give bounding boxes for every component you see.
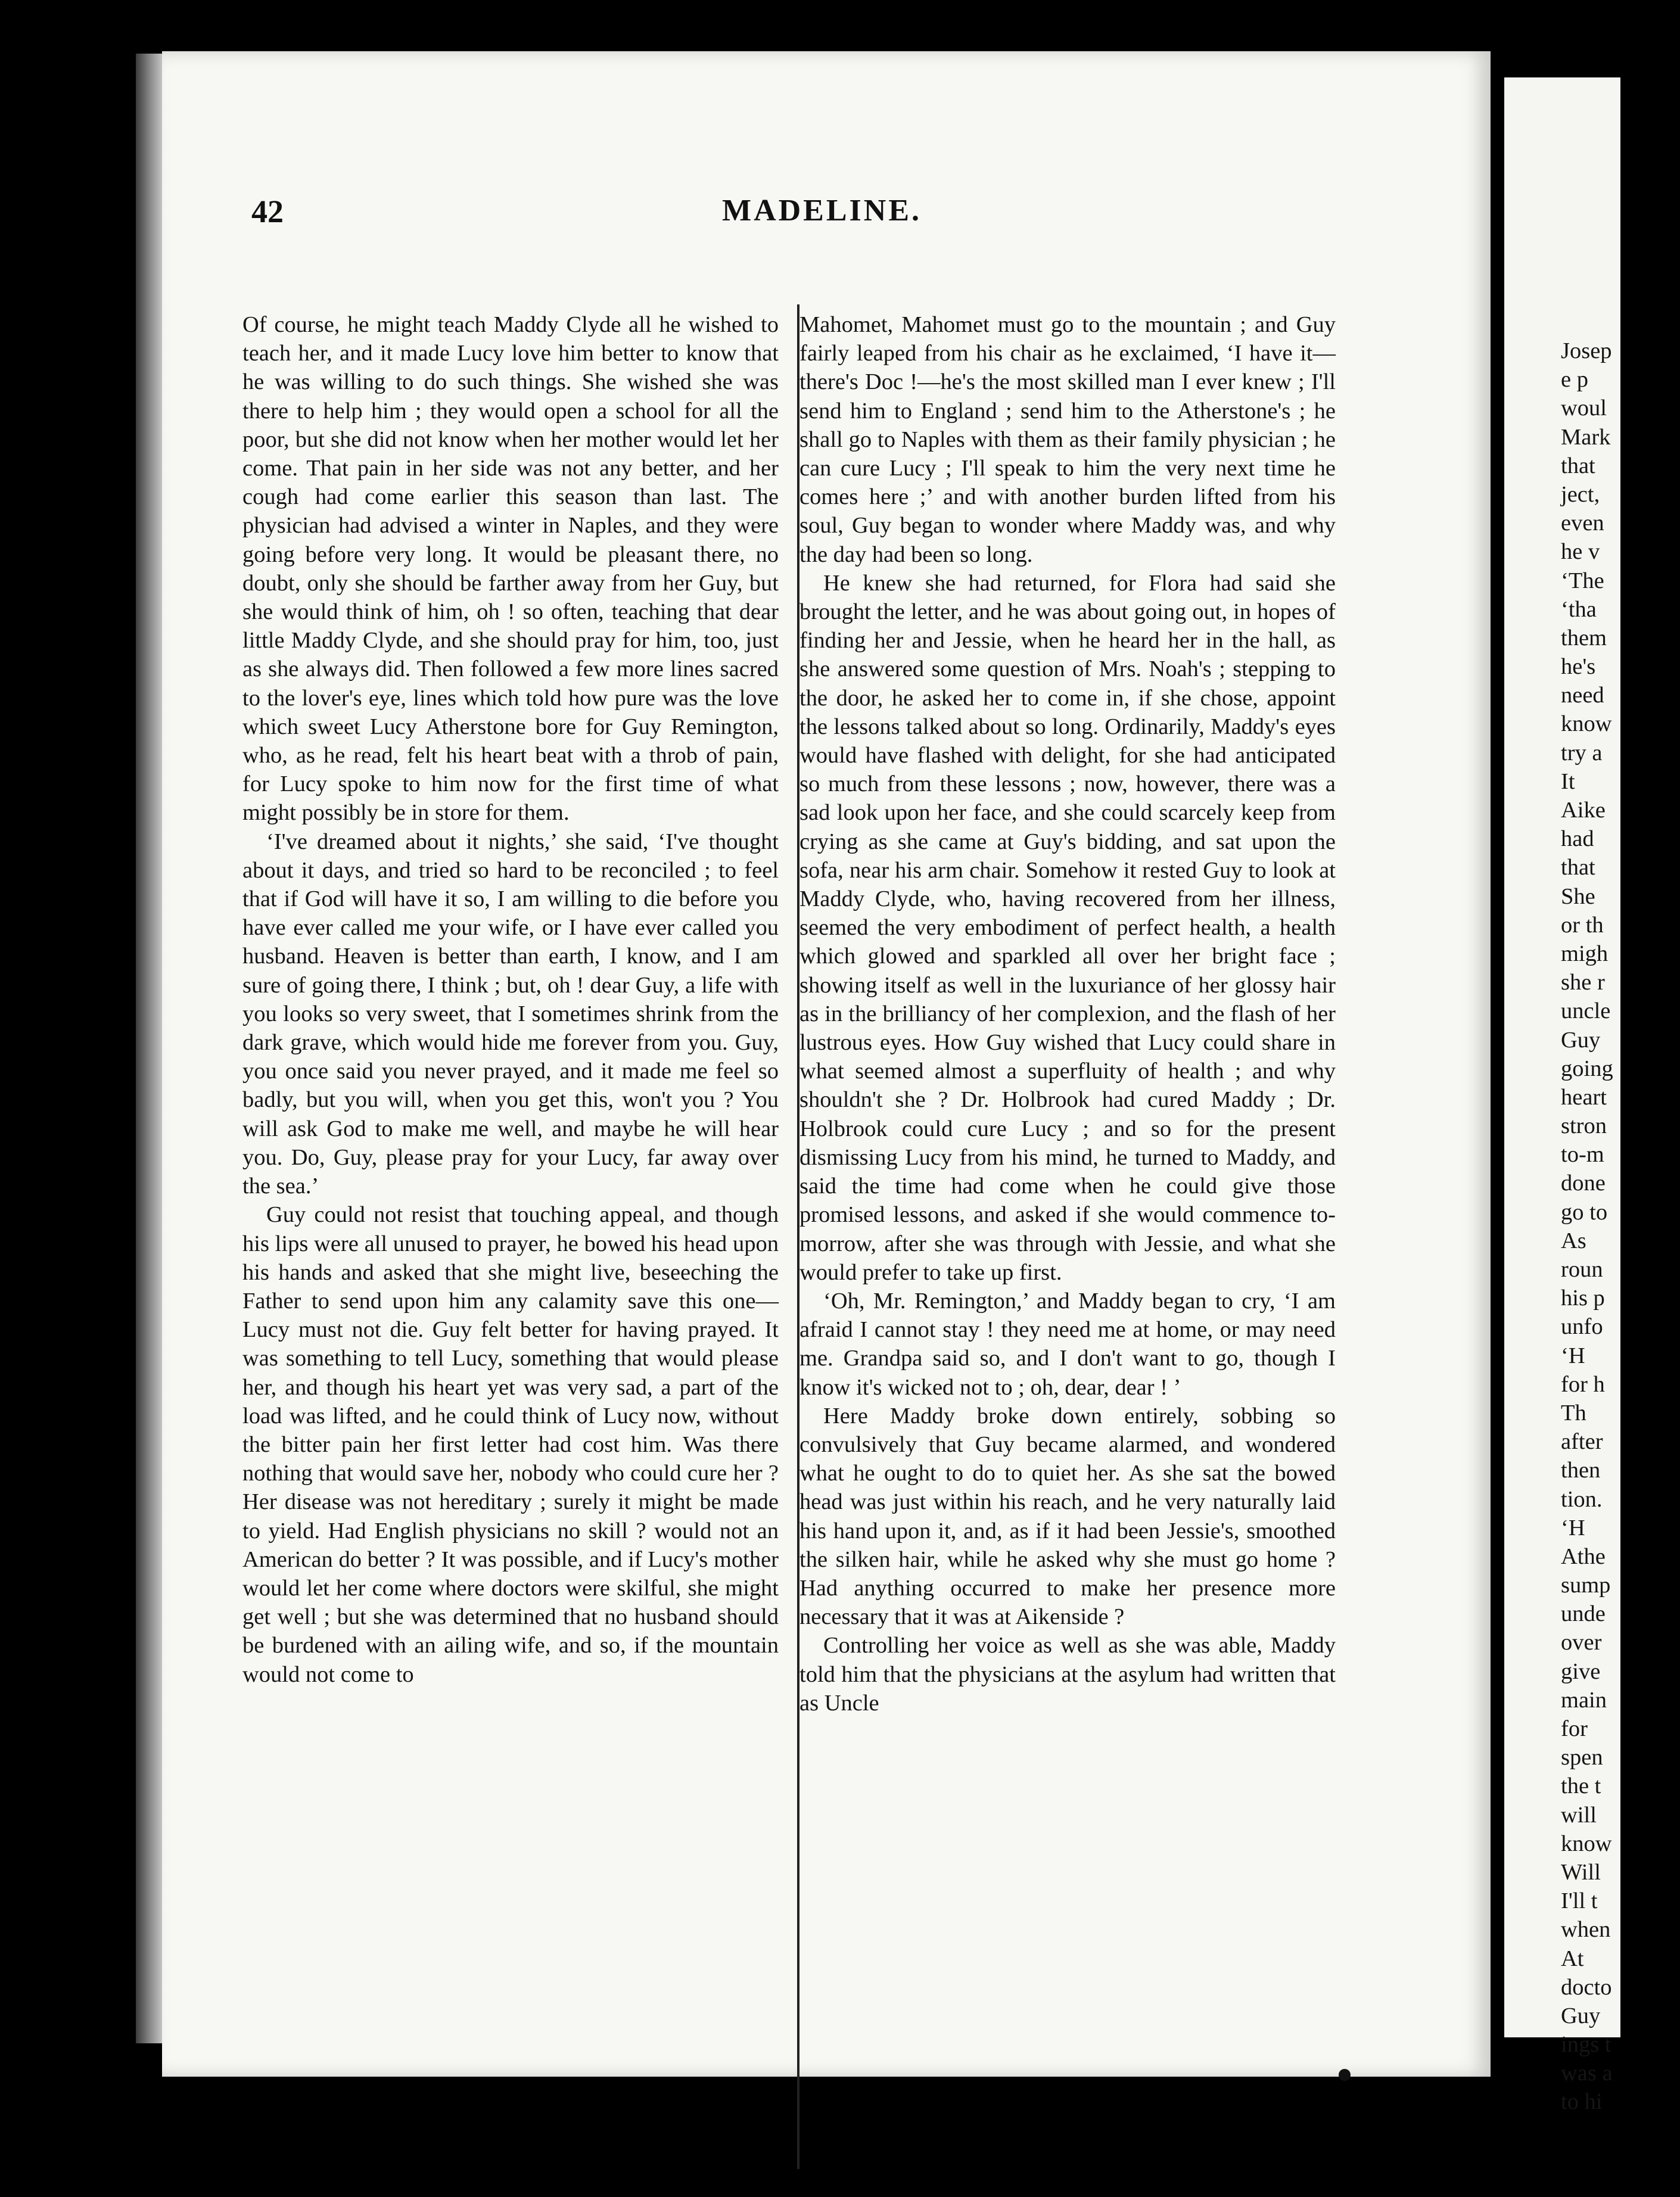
facing-page-line: Will <box>1561 1859 1601 1885</box>
facing-page-line: ‘The <box>1561 568 1604 593</box>
facing-page-line: go to <box>1561 1199 1608 1225</box>
page-number: 42 <box>251 194 284 229</box>
page-header <box>162 193 1491 247</box>
facing-page-line: to-m <box>1561 1142 1604 1168</box>
left-column <box>242 310 779 1689</box>
paragraph: ‘I've dreamed about it nights,’ she said, ‘I've thought about it days, and tried so hard to be reconciled ; to feel that if God will have it so, I am willing to die before you have ever called me your wife, or I have ever called you husband. Heaven is better than earth, I know, and I am sure of going there, I think ; but, oh ! dear Guy, a life with you looks so very sweet, that I sometimes shrink from the dark grave, which would hide me forever from you. Guy, you once said you never prayed, and it made me feel so badly, but you will, when you get this, won't you ? You will ask God to make me well, and maybe he will hear you. Do, Guy, please pray for your Lucy, far away over the sea.’ <box>242 829 779 1199</box>
book-page <box>162 51 1491 2077</box>
facing-page-line: when <box>1561 1917 1611 1943</box>
facing-page-line: will <box>1561 1802 1597 1828</box>
facing-page-line: he's <box>1561 654 1596 680</box>
facing-page-line: unfo <box>1561 1314 1603 1340</box>
facing-page-line: she r <box>1561 970 1605 995</box>
paragraph: Guy could not resist that touching appeal, and though his lips were all unused to prayer, he bowed his head upon his hands and asked that she might live, beseeching the Father to send upon him any calamity save this one—Lucy must not die. Guy felt better for having prayed. It was something to tell Lucy, something that would please her, and though his heart yet was very sad, a part of the load was lifted, and he could think of Lucy now, without the bitter pain her first letter had cost him. Was there nothing that would save her, nobody who could cure her ? Her disease was not hereditary ; surely it might be made to yield. Had English physicians no skill ? would not an American do better ? It was possible, and if Lucy's mother would let her come where doctors were skilful, she might get well ; but she was determined that no husband should be burdened with an ailing wife, and so, if the mountain would not come to <box>242 1202 779 1687</box>
facing-page-line: then <box>1561 1458 1601 1483</box>
facing-page-line: his p <box>1561 1286 1605 1311</box>
facing-page-line: woul <box>1561 396 1607 421</box>
facing-page-line: over <box>1561 1630 1602 1655</box>
facing-page-line: migh <box>1561 941 1609 966</box>
facing-page-line: uncle <box>1561 998 1611 1024</box>
paragraph: ‘Oh, Mr. Remington,’ and Maddy began to cry, ‘I am afraid I cannot stay ! they need me at home, or may need me. Grandpa said so, and I don't want to go, though I know it's wicked not to ; oh, dear, dear ! ’ <box>799 1288 1336 1400</box>
facing-page-line: going <box>1561 1056 1613 1081</box>
paragraph: Of course, he might teach Maddy Clyde all he wished to teach her, and it made Lucy love him better to know that he was willing to do such things. She wished she was there to help him ; they would open a school for all the poor, but she did not know when her mother would let her come. That pain in her side was not any better, and her cough had come earlier this season than last. The physician had advised a winter in Naples, and they were going before very long. It would be pleasant there, no doubt, only she should be farther away from her Guy, but she would think of him, oh ! so often, teaching that dear little Maddy Clyde, and she should pray for him, too, just as she always did. Then followed a few more lines sacred to the lover's eye, lines which told how pure was the love which sweet Lucy Atherstone bore for Guy Remington, who, as he read, felt his heart beat with a throb of pain, for Lucy spoke to him now for the first time of what might possibly be in store for them. <box>242 312 779 826</box>
facing-page-line: for h <box>1561 1371 1605 1397</box>
facing-page-line: unde <box>1561 1601 1606 1627</box>
facing-page-line: stron <box>1561 1113 1607 1139</box>
facing-page-line: ‘H <box>1561 1515 1585 1541</box>
facing-page-line: I'll t <box>1561 1888 1598 1914</box>
facing-page-line: them <box>1561 625 1607 651</box>
facing-page-line: As <box>1561 1228 1586 1253</box>
facing-page-line: At <box>1561 1946 1584 1971</box>
facing-page-line: Josep <box>1561 338 1612 363</box>
facing-page-line: ‘tha <box>1561 596 1597 622</box>
facing-page-line: ‘H <box>1561 1343 1585 1368</box>
facing-page <box>1504 77 1620 2115</box>
facing-page-line: Aike <box>1561 798 1606 823</box>
facing-page-line: know <box>1561 1831 1612 1856</box>
paragraph: He knew she had returned, for Flora had said she brought the letter, and he was about going out, in hopes of finding her and Jessie, when he heard her in the hall, as she answered some question of Mrs. Noah's ; stepping to the door, he asked her to come in, if she chose, appoint the lessons talked about so long. Ordinarily, Maddy's eyes would have flashed with delight, for she had anticipated so much from these lessons ; now, however, there was a sad look upon her face, and she could scarcely keep from crying as she came at Guy's bidding, and sat upon the sofa, near his arm chair. Somehow it rested Guy to look at Maddy Clyde, who, having recovered from her illness, seemed the very embodiment of perfect health, a health which glowed and sparkled all over her bright face ; showing itself as well in the luxuriance of her glossy hair as in the brilliancy of her complexion, and the flash of her lustrous eyes. How Guy wished that Lucy could share in what seemed almost a superfluity of health ; and why shouldn't she ? Dr. Holbrook had cured Maddy ; Dr. Holbrook could cure Lucy ; and so for the present dismissing Lucy from his mind, he turned to Maddy, and said the time had come when he could give those promised lessons, and asked if she would commence to-morrow, after she was through with Jessie, and what she would prefer to take up first. <box>799 570 1336 1285</box>
facing-page-line: even <box>1561 511 1604 536</box>
facing-page-line: try a <box>1561 740 1603 765</box>
facing-page-line: tion. <box>1561 1486 1603 1512</box>
facing-page-line: main <box>1561 1687 1607 1713</box>
facing-page-line: e p <box>1561 367 1588 393</box>
facing-page-line: Athe <box>1561 1543 1606 1569</box>
facing-page-text <box>1561 337 1680 2117</box>
facing-page-line: ject, <box>1561 481 1600 507</box>
facing-page-line: spen <box>1561 1745 1603 1770</box>
facing-page-line: heart <box>1561 1084 1607 1110</box>
facing-page-line: to hi <box>1561 2089 1603 2115</box>
paragraph: Controlling her voice as well as she was able, Maddy told him that the physicians at the asylum had written that as Uncle <box>799 1633 1336 1716</box>
facing-page-line: need <box>1561 683 1604 708</box>
facing-page-line: for <box>1561 1716 1588 1741</box>
facing-page-line: or th <box>1561 912 1604 938</box>
facing-page-line: Th <box>1561 1400 1586 1426</box>
right-column <box>799 310 1336 1717</box>
facing-page-line: Mark <box>1561 424 1611 450</box>
facing-page-line: done <box>1561 1171 1606 1196</box>
facing-page-line: the t <box>1561 1773 1601 1799</box>
facing-page-line: after <box>1561 1429 1603 1455</box>
facing-page-line: had <box>1561 826 1594 852</box>
facing-page-line: Guy <box>1561 2003 1601 2028</box>
facing-page-line: that <box>1561 453 1595 478</box>
facing-page-line: he v <box>1561 539 1600 565</box>
facing-page-line: docto <box>1561 1974 1612 2000</box>
facing-page-line: She <box>1561 883 1595 909</box>
paragraph: Here Maddy broke down entirely, sobbing so convulsively that Guy became alarmed, and wondered what he ought to do to quiet her. As she sat the bowed head was just within his reach, and he very naturally laid his hand upon it, and, as if it had been Jessie's, smoothed the silken hair, while he asked why she must go home ? Had anything occurred to make her presence more necessary that it was at Aikenside ? <box>799 1403 1336 1630</box>
facing-page-line: know <box>1561 711 1612 737</box>
paragraph: Mahomet, Mahomet must go to the mountain ; and Guy fairly leaped from his chair as he exclaimed, ‘I have it—there's Doc !—he's the most skilled man I ever knew ; I'll send him to England ; send him to the Atherstone's ; he shall go to Naples with them as their family physician ; he can cure Lucy ; I'll speak to him the very next time he comes here ;’ and with another burden lifted from his soul, Guy began to wonder where Maddy was, and why the day had been so long. <box>799 312 1336 567</box>
facing-page-line: roun <box>1561 1257 1603 1282</box>
running-title: MADELINE. <box>722 194 922 228</box>
facing-page-line: sump <box>1561 1573 1611 1598</box>
facing-page-line: that <box>1561 855 1595 880</box>
facing-page-line: It <box>1561 768 1575 794</box>
facing-page-line: give <box>1561 1658 1601 1684</box>
facing-page-line: was a <box>1561 2061 1613 2086</box>
facing-page-line: ings t <box>1561 2032 1611 2058</box>
ornament-dot <box>1339 2069 1351 2081</box>
facing-page-line: Guy <box>1561 1027 1601 1053</box>
